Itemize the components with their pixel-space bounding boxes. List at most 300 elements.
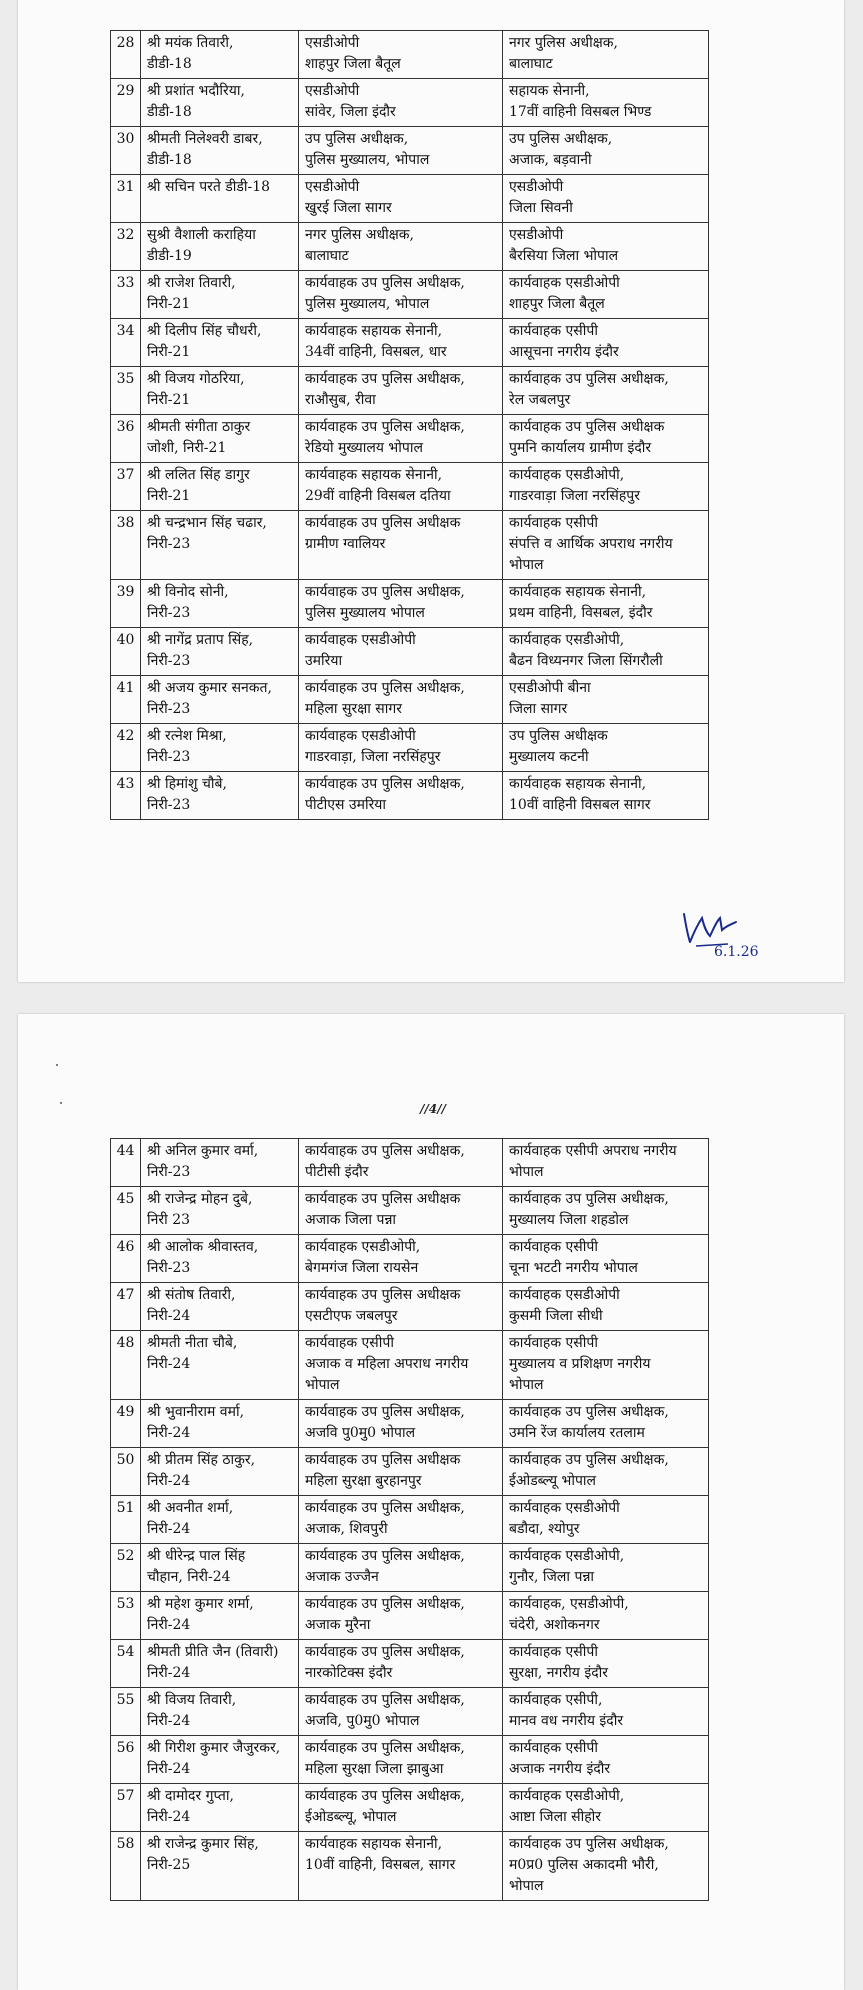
serial-number: 52 xyxy=(111,1544,141,1592)
current-posting-line: पीटीएस उमरिया xyxy=(305,797,387,813)
new-posting-line: मुख्यालय व प्रशिक्षण नगरीय xyxy=(509,1356,651,1372)
current-posting-line: कार्यवाहक उप पुलिस अधीक्षक, xyxy=(305,1143,465,1159)
officer-name-cell xyxy=(141,1592,299,1640)
current-posting-line: अजवि, पु0मु0 भोपाल xyxy=(305,1713,420,1729)
officer-name-line: श्री धीरेन्द्र पाल सिंह xyxy=(147,1548,246,1564)
current-posting-line: अजाक व महिला अपराध नगरीय xyxy=(305,1356,469,1372)
table-row xyxy=(111,463,709,511)
new-posting-line: कार्यवाहक एसडीओपी xyxy=(509,1287,620,1303)
current-posting-cell xyxy=(299,1544,503,1592)
transfer-table-page-1 xyxy=(110,30,709,820)
serial-number: 41 xyxy=(111,676,141,724)
new-posting-line: भोपाल xyxy=(509,1377,544,1393)
officer-name-line: जोशी, निरी-21 xyxy=(147,440,227,456)
officer-name-cell xyxy=(141,1736,299,1784)
new-posting-line: कार्यवाहक उप पुलिस अधीक्षक, xyxy=(509,1452,669,1468)
officer-name-line: डीडी-19 xyxy=(147,248,192,264)
officer-name-line: निरी-23 xyxy=(147,536,191,552)
new-posting-line: कार्यवाहक एसीपी, xyxy=(509,1692,603,1708)
officer-name-cell xyxy=(141,415,299,463)
current-posting-line: रेडियो मुख्यालय भोपाल xyxy=(305,440,423,456)
current-posting-line: एसडीओपी xyxy=(305,179,360,195)
table-row xyxy=(111,31,709,79)
officer-name-line: निरी-24 xyxy=(147,1665,191,1681)
officer-name-line: निरी-24 xyxy=(147,1356,191,1372)
officer-name-line: निरी-23 xyxy=(147,749,191,765)
new-posting-line: कार्यवाहक उप पुलिस अधीक्षक, xyxy=(509,1404,669,1420)
current-posting-cell xyxy=(299,1688,503,1736)
officer-name-line: निरी-23 xyxy=(147,1164,191,1180)
current-posting-cell xyxy=(299,1139,503,1187)
new-posting-line: शाहपुर जिला बैतूल xyxy=(509,296,605,312)
officer-name-cell xyxy=(141,367,299,415)
serial-number: 46 xyxy=(111,1235,141,1283)
new-posting-line: कार्यवाहक एसडीओपी xyxy=(509,1500,620,1516)
table-row xyxy=(111,772,709,820)
current-posting-line: कार्यवाहक उप पुलिस अधीक्षक, xyxy=(305,1644,465,1660)
officer-name-line: श्री महेश कुमार शर्मा, xyxy=(147,1596,254,1612)
new-posting-line: उप पुलिस अधीक्षक, xyxy=(509,131,613,147)
table-row xyxy=(111,628,709,676)
new-posting-line: कार्यवाहक, एसडीओपी, xyxy=(509,1596,629,1612)
officer-name-line: श्री आलोक श्रीवास्तव, xyxy=(147,1239,259,1255)
serial-number: 34 xyxy=(111,319,141,367)
new-posting-line: कार्यवाहक सहायक सेनानी, xyxy=(509,776,647,792)
officer-name-cell xyxy=(141,1187,299,1235)
serial-number: 42 xyxy=(111,724,141,772)
current-posting-line: महिला सुरक्षा सागर xyxy=(305,701,403,717)
current-posting-cell xyxy=(299,511,503,580)
current-posting-line: उप पुलिस अधीक्षक, xyxy=(305,131,409,147)
current-posting-line: कार्यवाहक उप पुलिस अधीक्षक xyxy=(305,1191,461,1207)
new-posting-line: कार्यवाहक एसीपी अपराध नगरीय xyxy=(509,1143,677,1159)
officer-name-line: निरी-21 xyxy=(147,296,191,312)
officer-name-cell xyxy=(141,1784,299,1832)
new-posting-cell xyxy=(503,724,709,772)
officer-name-line: श्री राजेन्द्र कुमार सिंह, xyxy=(147,1836,259,1852)
current-posting-line: महिला सुरक्षा जिला झाबुआ xyxy=(305,1761,444,1777)
new-posting-cell xyxy=(503,628,709,676)
new-posting-line: पुमनि कार्यालय ग्रामीण इंदौर xyxy=(509,440,652,456)
new-posting-cell xyxy=(503,1283,709,1331)
current-posting-cell xyxy=(299,223,503,271)
new-posting-cell xyxy=(503,1496,709,1544)
new-posting-line: चंदेरी, अशोकनगर xyxy=(509,1617,600,1633)
new-posting-line: एसडीओपी xyxy=(509,179,564,195)
new-posting-cell xyxy=(503,772,709,820)
current-posting-line: ईओडब्ल्यू, भोपाल xyxy=(305,1809,397,1825)
current-posting-line: नारकोटिक्स इंदौर xyxy=(305,1665,393,1681)
officer-name-line: निरी-23 xyxy=(147,797,191,813)
current-posting-line: नगर पुलिस अधीक्षक, xyxy=(305,227,414,243)
current-posting-line: पुलिस मुख्यालय भोपाल xyxy=(305,605,425,621)
officer-name-line: श्री नागेंद्र प्रताप सिंह, xyxy=(147,632,254,648)
current-posting-cell xyxy=(299,271,503,319)
current-posting-cell xyxy=(299,319,503,367)
officer-name-cell xyxy=(141,1496,299,1544)
current-posting-line: 10वीं वाहिनी, विसबल, सागर xyxy=(305,1857,456,1873)
current-posting-line: अजाक जिला पन्ना xyxy=(305,1212,397,1228)
current-posting-line: एसटीएफ जबलपुर xyxy=(305,1308,398,1324)
new-posting-line: कार्यवाहक उप पुलिस अधीक्षक xyxy=(509,419,665,435)
new-posting-line: कुसमी जिला सीधी xyxy=(509,1308,603,1324)
current-posting-cell xyxy=(299,31,503,79)
current-posting-line: अजाक मुरैना xyxy=(305,1617,371,1633)
current-posting-cell xyxy=(299,580,503,628)
officer-name-line: निरी-23 xyxy=(147,701,191,717)
new-posting-line: कार्यवाहक एसडीओपी xyxy=(509,275,620,291)
serial-number: 39 xyxy=(111,580,141,628)
new-posting-line: सहायक सेनानी, xyxy=(509,83,590,99)
officer-name-line: निरी-24 xyxy=(147,1473,191,1489)
officer-name-line: श्री दिलीप सिंह चौधरी, xyxy=(147,323,262,339)
officer-name-cell xyxy=(141,511,299,580)
officer-name-cell xyxy=(141,319,299,367)
new-posting-line: आष्टा जिला सीहोर xyxy=(509,1809,602,1825)
officer-name-line: श्री विजय गोठरिया, xyxy=(147,371,245,387)
table-row xyxy=(111,1592,709,1640)
current-posting-line: 34वीं वाहिनी, विसबल, धार xyxy=(305,344,447,360)
officer-name-cell xyxy=(141,724,299,772)
new-posting-line: मुख्यालय कटनी xyxy=(509,749,589,765)
new-posting-cell xyxy=(503,1331,709,1400)
current-posting-line: कार्यवाहक उप पुलिस अधीक्षक xyxy=(305,1287,461,1303)
current-posting-cell xyxy=(299,724,503,772)
new-posting-cell xyxy=(503,1400,709,1448)
new-posting-line: जिला सिवनी xyxy=(509,200,573,216)
new-posting-line: भोपाल xyxy=(509,557,544,573)
current-posting-line: कार्यवाहक उप पुलिस अधीक्षक, xyxy=(305,1692,465,1708)
serial-number: 51 xyxy=(111,1496,141,1544)
new-posting-line: गुनौर, जिला पन्ना xyxy=(509,1569,595,1585)
officer-name-line: श्री राजेश तिवारी, xyxy=(147,275,236,291)
current-posting-line: राऔसुब, रीवा xyxy=(305,392,376,408)
officer-name-cell xyxy=(141,1688,299,1736)
new-posting-cell xyxy=(503,1235,709,1283)
current-posting-line: कार्यवाहक उप पुलिस अधीक्षक xyxy=(305,515,461,531)
table-row xyxy=(111,1640,709,1688)
serial-number: 45 xyxy=(111,1187,141,1235)
current-posting-line: पीटीसी इंदौर xyxy=(305,1164,369,1180)
officer-name-line: निरी-24 xyxy=(147,1308,191,1324)
officer-name-line: डीडी-18 xyxy=(147,104,192,120)
serial-number: 54 xyxy=(111,1640,141,1688)
table-row xyxy=(111,1331,709,1400)
officer-name-cell xyxy=(141,1448,299,1496)
new-posting-line: उप पुलिस अधीक्षक xyxy=(509,728,608,744)
officer-name-line: निरी-24 xyxy=(147,1617,191,1633)
officer-name-cell xyxy=(141,1331,299,1400)
current-posting-line: कार्यवाहक एसडीओपी xyxy=(305,728,416,744)
new-posting-line: म0प्र0 पुलिस अकादमी भौरी, xyxy=(509,1857,659,1873)
current-posting-line: उमरिया xyxy=(305,653,343,669)
scan-speck xyxy=(56,1064,58,1066)
new-posting-line: भोपाल xyxy=(509,1164,544,1180)
officer-name-line: श्री प्रीतम सिंह ठाकुर, xyxy=(147,1452,256,1468)
current-posting-line: कार्यवाहक उप पुलिस अधीक्षक, xyxy=(305,776,465,792)
officer-name-line: डीडी-18 xyxy=(147,152,192,168)
current-posting-cell xyxy=(299,1283,503,1331)
new-posting-cell xyxy=(503,415,709,463)
table-row xyxy=(111,415,709,463)
officer-name-line: श्री अजय कुमार सनकत, xyxy=(147,680,272,696)
officer-name-line: श्री भुवानीराम वर्मा, xyxy=(147,1404,245,1420)
current-posting-line: महिला सुरक्षा बुरहानपुर xyxy=(305,1473,422,1489)
current-posting-line: कार्यवाहक उप पुलिस अधीक्षक, xyxy=(305,1788,465,1804)
current-posting-line: एसडीओपी xyxy=(305,83,360,99)
current-posting-line: एसडीओपी xyxy=(305,35,360,51)
officer-name-line: श्री विनोद सोनी, xyxy=(147,584,229,600)
new-posting-cell xyxy=(503,175,709,223)
new-posting-line: कार्यवाहक एसीपी xyxy=(509,515,598,531)
officer-name-line: निरी-24 xyxy=(147,1713,191,1729)
new-posting-line: ईओडब्ल्यू भोपाल xyxy=(509,1473,597,1489)
current-posting-line: कार्यवाहक उप पुलिस अधीक्षक, xyxy=(305,680,465,696)
new-posting-cell xyxy=(503,31,709,79)
new-posting-cell xyxy=(503,223,709,271)
current-posting-cell xyxy=(299,1832,503,1901)
serial-number: 32 xyxy=(111,223,141,271)
new-posting-line: कार्यवाहक एसडीओपी, xyxy=(509,632,625,648)
officer-name-line: निरी-23 xyxy=(147,1260,191,1276)
officer-name-line: निरी-21 xyxy=(147,392,191,408)
serial-number: 33 xyxy=(111,271,141,319)
scan-speck xyxy=(60,1102,62,1104)
new-posting-cell xyxy=(503,1640,709,1688)
officer-name-line: निरी-23 xyxy=(147,605,191,621)
officer-name-cell xyxy=(141,31,299,79)
officer-name-line: श्री मयंक तिवारी, xyxy=(147,35,234,51)
current-posting-cell xyxy=(299,676,503,724)
table-row xyxy=(111,79,709,127)
table-row xyxy=(111,1235,709,1283)
officer-name-line: श्री दामोदर गुप्ता, xyxy=(147,1788,234,1804)
serial-number: 35 xyxy=(111,367,141,415)
current-posting-cell xyxy=(299,1235,503,1283)
new-posting-line: रेल जबलपुर xyxy=(509,392,571,408)
new-posting-line: कार्यवाहक उप पुलिस अधीक्षक, xyxy=(509,1836,669,1852)
new-posting-cell xyxy=(503,1832,709,1901)
officer-name-line: श्री राजेन्द्र मोहन दुबे, xyxy=(147,1191,253,1207)
page-marker: //4// xyxy=(420,1102,446,1116)
table-row xyxy=(111,271,709,319)
new-posting-line: बडौदा, श्योपुर xyxy=(509,1521,580,1537)
current-posting-line: शाहपुर जिला बैतूल xyxy=(305,56,401,72)
current-posting-line: कार्यवाहक सहायक सेनानी, xyxy=(305,467,443,483)
serial-number: 37 xyxy=(111,463,141,511)
new-posting-cell xyxy=(503,1448,709,1496)
current-posting-cell xyxy=(299,1448,503,1496)
table-row xyxy=(111,127,709,175)
officer-name-line: श्री संतोष तिवारी, xyxy=(147,1287,236,1303)
current-posting-line: अजाक, शिवपुरी xyxy=(305,1521,388,1537)
new-posting-cell xyxy=(503,1187,709,1235)
serial-number: 30 xyxy=(111,127,141,175)
new-posting-cell xyxy=(503,463,709,511)
table-row xyxy=(111,1187,709,1235)
officer-name-cell xyxy=(141,1640,299,1688)
new-posting-line: आसूचना नगरीय इंदौर xyxy=(509,344,619,360)
officer-name-cell xyxy=(141,271,299,319)
new-posting-cell xyxy=(503,1736,709,1784)
current-posting-cell xyxy=(299,415,503,463)
current-posting-cell xyxy=(299,1640,503,1688)
officer-name-line: श्रीमती प्रीति जैन (तिवारी) xyxy=(147,1644,279,1660)
officer-name-cell xyxy=(141,1544,299,1592)
current-posting-line: कार्यवाहक उप पुलिस अधीक्षक, xyxy=(305,1740,465,1756)
officer-name-line: श्रीमती निलेश्वरी डाबर, xyxy=(147,131,263,147)
new-posting-cell xyxy=(503,1784,709,1832)
current-posting-cell xyxy=(299,772,503,820)
new-posting-line: कार्यवाहक उप पुलिस अधीक्षक, xyxy=(509,1191,669,1207)
officer-name-cell xyxy=(141,676,299,724)
table-row xyxy=(111,580,709,628)
officer-name-line: श्री अनिल कुमार वर्मा, xyxy=(147,1143,259,1159)
serial-number: 43 xyxy=(111,772,141,820)
officer-name-cell xyxy=(141,175,299,223)
table-row xyxy=(111,676,709,724)
new-posting-line: उमनि रेंज कार्यालय रतलाम xyxy=(509,1425,645,1441)
current-posting-cell xyxy=(299,1496,503,1544)
officer-name-line: श्रीमती संगीता ठाकुर xyxy=(147,419,251,435)
serial-number: 48 xyxy=(111,1331,141,1400)
officer-name-line: निरी-24 xyxy=(147,1521,191,1537)
officer-name-line: श्री रत्नेश मिश्रा, xyxy=(147,728,227,744)
current-posting-line: कार्यवाहक उप पुलिस अधीक्षक, xyxy=(305,584,465,600)
officer-name-line: निरी-21 xyxy=(147,344,191,360)
officer-name-line: निरी-23 xyxy=(147,653,191,669)
new-posting-line: एसडीओपी बीना xyxy=(509,680,591,696)
table-row xyxy=(111,1496,709,1544)
serial-number: 56 xyxy=(111,1736,141,1784)
officer-name-cell xyxy=(141,772,299,820)
table-row xyxy=(111,223,709,271)
new-posting-line: बैरसिया जिला भोपाल xyxy=(509,248,619,264)
current-posting-cell xyxy=(299,1331,503,1400)
serial-number: 53 xyxy=(111,1592,141,1640)
officer-name-line: श्री हिमांशु चौबे, xyxy=(147,776,227,792)
officer-name-line: श्री सचिन परते डीडी-18 xyxy=(147,179,271,195)
serial-number: 55 xyxy=(111,1688,141,1736)
new-posting-line: कार्यवाहक एसीपी xyxy=(509,323,598,339)
new-posting-line: कार्यवाहक सहायक सेनानी, xyxy=(509,584,647,600)
officer-name-line: निरी-21 xyxy=(147,488,191,504)
new-posting-cell xyxy=(503,1592,709,1640)
new-posting-line: कार्यवाहक एसडीओपी, xyxy=(509,1788,625,1804)
new-posting-cell xyxy=(503,319,709,367)
serial-number: 28 xyxy=(111,31,141,79)
serial-number: 50 xyxy=(111,1448,141,1496)
officer-name-line: श्री अवनीत शर्मा, xyxy=(147,1500,234,1516)
new-posting-line: गाडरवाड़ा जिला नरसिंहपुर xyxy=(509,488,640,504)
current-posting-line: कार्यवाहक एसडीओपी, xyxy=(305,1239,421,1255)
serial-number: 40 xyxy=(111,628,141,676)
officer-name-cell xyxy=(141,1832,299,1901)
new-posting-cell xyxy=(503,1544,709,1592)
new-posting-line: चूना भटटी नगरीय भोपाल xyxy=(509,1260,638,1276)
officer-name-cell xyxy=(141,79,299,127)
new-posting-cell xyxy=(503,79,709,127)
current-posting-line: बालाघाट xyxy=(305,248,349,264)
new-posting-line: अजाक नगरीय इंदौर xyxy=(509,1761,611,1777)
table-row xyxy=(111,724,709,772)
new-posting-cell xyxy=(503,271,709,319)
officer-name-cell xyxy=(141,1139,299,1187)
current-posting-line: कार्यवाहक सहायक सेनानी, xyxy=(305,1836,443,1852)
new-posting-line: संपत्ति व आर्थिक अपराध नगरीय xyxy=(509,536,673,552)
serial-number: 49 xyxy=(111,1400,141,1448)
new-posting-line: बालाघाट xyxy=(509,56,553,72)
serial-number: 58 xyxy=(111,1832,141,1901)
table-row xyxy=(111,1283,709,1331)
current-posting-cell xyxy=(299,367,503,415)
table-row xyxy=(111,1784,709,1832)
current-posting-line: भोपाल xyxy=(305,1377,340,1393)
signature-stamp xyxy=(676,896,786,958)
current-posting-line: कार्यवाहक उप पुलिस अधीक्षक xyxy=(305,1452,461,1468)
officer-name-cell xyxy=(141,223,299,271)
current-posting-line: खुरई जिला सागर xyxy=(305,200,392,216)
new-posting-cell xyxy=(503,367,709,415)
table-row xyxy=(111,1448,709,1496)
new-posting-line: कार्यवाहक एसीपी xyxy=(509,1644,598,1660)
current-posting-line: ग्रामीण ग्वालियर xyxy=(305,536,386,552)
transfer-table-page-2 xyxy=(110,1138,709,1901)
new-posting-line: एसडीओपी xyxy=(509,227,564,243)
current-posting-line: कार्यवाहक एसीपी xyxy=(305,1335,394,1351)
serial-number: 36 xyxy=(111,415,141,463)
new-posting-line: कार्यवाहक एसडीओपी, xyxy=(509,1548,625,1564)
officer-name-line: निरी-24 xyxy=(147,1761,191,1777)
new-posting-cell xyxy=(503,580,709,628)
current-posting-line: अजाक उज्जैन xyxy=(305,1569,379,1585)
current-posting-cell xyxy=(299,463,503,511)
current-posting-cell xyxy=(299,1400,503,1448)
officer-name-cell xyxy=(141,628,299,676)
table-row xyxy=(111,367,709,415)
officer-name-line: श्री ललित सिंह डागुर xyxy=(147,467,250,483)
officer-name-cell xyxy=(141,580,299,628)
new-posting-cell xyxy=(503,1688,709,1736)
serial-number: 38 xyxy=(111,511,141,580)
officer-name-line: निरी-24 xyxy=(147,1809,191,1825)
new-posting-line: मानव वध नगरीय इंदौर xyxy=(509,1713,624,1729)
officer-name-cell xyxy=(141,127,299,175)
current-posting-line: पुलिस मुख्यालय, भोपाल xyxy=(305,152,430,168)
new-posting-line: कार्यवाहक उप पुलिस अधीक्षक, xyxy=(509,371,669,387)
officer-name-line: डीडी-18 xyxy=(147,56,192,72)
table-row xyxy=(111,511,709,580)
current-posting-line: सांवेर, जिला इंदौर xyxy=(305,104,396,120)
new-posting-line: कार्यवाहक एसीपी xyxy=(509,1239,598,1255)
table-row xyxy=(111,175,709,223)
new-posting-cell xyxy=(503,676,709,724)
current-posting-line: कार्यवाहक उप पुलिस अधीक्षक, xyxy=(305,1500,465,1516)
current-posting-line: कार्यवाहक एसडीओपी xyxy=(305,632,416,648)
current-posting-cell xyxy=(299,1736,503,1784)
table-row xyxy=(111,1688,709,1736)
serial-number: 44 xyxy=(111,1139,141,1187)
serial-number: 31 xyxy=(111,175,141,223)
current-posting-line: कार्यवाहक उप पुलिस अधीक्षक, xyxy=(305,1596,465,1612)
officer-name-line: श्री गिरीश कुमार जैजुरकर, xyxy=(147,1740,281,1756)
current-posting-line: कार्यवाहक उप पुलिस अधीक्षक, xyxy=(305,419,465,435)
table-row xyxy=(111,1400,709,1448)
current-posting-line: कार्यवाहक सहायक सेनानी, xyxy=(305,323,443,339)
new-posting-line: कार्यवाहक एसीपी xyxy=(509,1740,598,1756)
new-posting-line: 17वीं वाहिनी विसबल भिण्ड xyxy=(509,104,652,120)
current-posting-cell xyxy=(299,79,503,127)
